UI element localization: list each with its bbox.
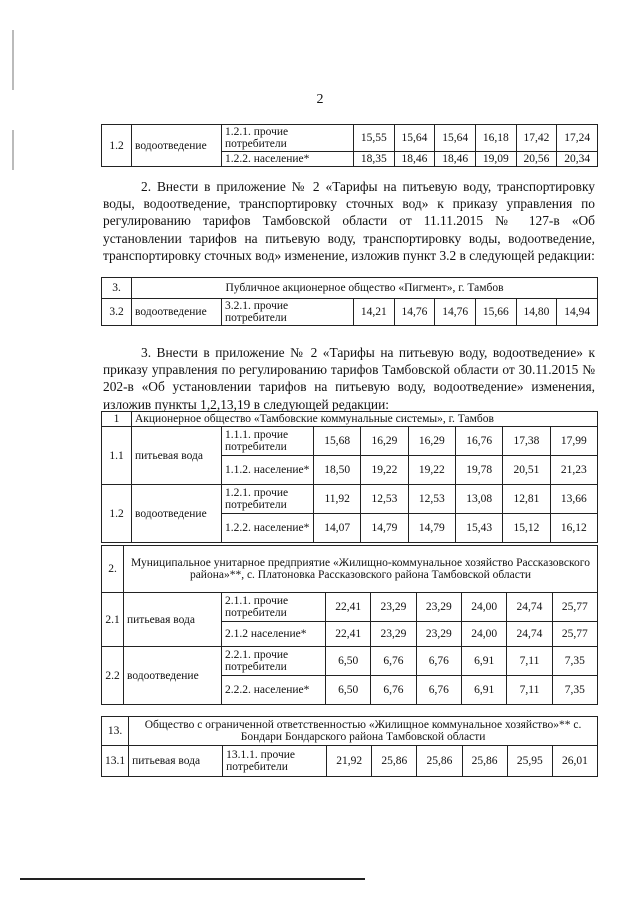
consumer-category: 1.2.2. население* [222, 514, 314, 543]
tariff-value: 15,68 [314, 427, 361, 456]
table-row [102, 546, 598, 593]
tariff-value: 7,11 [507, 647, 552, 676]
tariff-value: 15,66 [475, 299, 516, 326]
service-name: питьевая вода [132, 427, 222, 485]
page-number: 2 [316, 92, 324, 107]
table-row [102, 485, 598, 514]
table-row [102, 125, 598, 152]
tariff-value: 19,09 [475, 152, 516, 167]
consumer-category: 13.1.1. прочие потребители [223, 746, 327, 777]
tariff-value: 12,53 [361, 485, 408, 514]
org-number: 2. [102, 546, 124, 593]
service-name: питьевая вода [124, 593, 222, 647]
tariff-value: 15,43 [455, 514, 502, 543]
tariff-value: 14,80 [516, 299, 557, 326]
tariff-value: 17,24 [557, 125, 598, 152]
tariff-value: 21,92 [327, 746, 372, 777]
table-row [102, 647, 598, 676]
consumer-category: 3.2.1. прочие потребители [222, 299, 354, 326]
scan-margin-mark [12, 130, 14, 170]
tariff-table-zhkh-bondari [101, 716, 598, 777]
tariff-value: 16,29 [361, 427, 408, 456]
row-number: 2.2 [102, 647, 124, 705]
tariff-value: 14,76 [394, 299, 435, 326]
row-number: 1.1 [102, 427, 132, 485]
tariff-value: 7,35 [552, 647, 597, 676]
scan-margin-mark [12, 30, 14, 90]
org-name: Общество с ограниченной ответственностью «Жилищное коммунальное хозяйство»** с. Бондари Бондарского района Тамбовской области [129, 717, 598, 746]
consumer-category: 1.1.1. прочие потребители [222, 427, 314, 456]
tariff-value: 7,11 [507, 676, 552, 705]
tariff-value: 16,18 [475, 125, 516, 152]
tariff-value: 15,55 [354, 125, 395, 152]
tariff-value: 17,99 [550, 427, 597, 456]
tariff-value: 25,86 [417, 746, 462, 777]
tariff-table-pigment [101, 277, 598, 326]
tariff-value: 19,22 [408, 456, 455, 485]
service-name: питьевая вода [129, 746, 223, 777]
paragraph-2-text: 2. Внести в приложение № 2 «Тарифы на питьевую воду, транспортировку воды, водоотведение, транспортировку сточных вод» к приказу управления по регулированию тарифов Тамбовской области от 11.11.2015 № 127-в «Об установлении тарифов на питьевую воду, транспортировку воды, водоотведение, транспортировку сточных вод» изменение, изложив пункт 3.2 в следующей редакции: [103, 179, 595, 263]
tariff-value: 14,79 [361, 514, 408, 543]
service-name: водоотведение [124, 647, 222, 705]
footer-rule [20, 878, 365, 880]
org-name: Акционерное общество «Тамбовские коммунальные системы», г. Тамбов [132, 412, 598, 427]
tariff-value: 15,64 [394, 125, 435, 152]
consumer-category: 1.2.1. прочие потребители [222, 125, 354, 152]
tariff-value: 23,29 [416, 593, 461, 622]
tariff-value: 13,08 [455, 485, 502, 514]
tariff-value: 25,86 [372, 746, 417, 777]
tariff-value: 14,07 [314, 514, 361, 543]
consumer-category: 2.2.2. население* [222, 676, 326, 705]
org-number: 3. [102, 278, 132, 299]
paragraph-3-text: 3. Внести в приложение № 2 «Тарифы на питьевую воду, водоотведение» к приказу управления по регулированию тарифов Тамбовской области от 30.11.2015 № 202-в «Об установлении тарифов на питьевую воду, водоотведение» изменения, изложив пункты 1,2,13,19 в следующей редакции: [103, 345, 595, 412]
row-number: 1.2 [102, 485, 132, 543]
tariff-value: 22,41 [326, 593, 371, 622]
tariff-value: 18,35 [354, 152, 395, 167]
tariff-value: 25,77 [552, 593, 597, 622]
tariff-value: 18,46 [394, 152, 435, 167]
tariff-value: 20,56 [516, 152, 557, 167]
tariff-value: 24,74 [507, 593, 552, 622]
row-number: 2.1 [102, 593, 124, 647]
tariff-value: 17,38 [503, 427, 550, 456]
service-name: водоотведение [132, 125, 222, 167]
tariff-value: 12,81 [503, 485, 550, 514]
tariff-table-top [101, 124, 598, 167]
tariff-value: 14,76 [435, 299, 476, 326]
tariff-table-zhkh-rasskazovo [101, 545, 598, 705]
tariff-value: 6,91 [461, 676, 506, 705]
tariff-value: 25,95 [507, 746, 552, 777]
tariff-value: 20,51 [503, 456, 550, 485]
consumer-category: 2.1.1. прочие потребители [222, 593, 326, 622]
service-name: водоотведение [132, 299, 222, 326]
tariff-value: 16,76 [455, 427, 502, 456]
tariff-value: 19,78 [455, 456, 502, 485]
tariff-value: 23,29 [416, 622, 461, 647]
tariff-value: 16,29 [408, 427, 455, 456]
tariff-value: 15,12 [503, 514, 550, 543]
tariff-value: 25,86 [462, 746, 507, 777]
tariff-value: 16,12 [550, 514, 597, 543]
tariff-value: 6,76 [371, 647, 416, 676]
tariff-value: 7,35 [552, 676, 597, 705]
consumer-category: 1.1.2. население* [222, 456, 314, 485]
paragraph-3 [103, 344, 595, 413]
tariff-value: 11,92 [314, 485, 361, 514]
table-row [102, 299, 598, 326]
org-number: 13. [102, 717, 129, 746]
tariff-value: 6,91 [461, 647, 506, 676]
tariff-value: 14,79 [408, 514, 455, 543]
tariff-value: 17,42 [516, 125, 557, 152]
tariff-value: 6,76 [371, 676, 416, 705]
tariff-value: 18,46 [435, 152, 476, 167]
tariff-value: 14,21 [354, 299, 395, 326]
org-number: 1 [102, 412, 132, 427]
consumer-category: 1.2.2. население* [222, 152, 354, 167]
tariff-value: 22,41 [326, 622, 371, 647]
tariff-value: 13,66 [550, 485, 597, 514]
tariff-value: 23,29 [371, 593, 416, 622]
tariff-value: 26,01 [552, 746, 597, 777]
tariff-value: 23,29 [371, 622, 416, 647]
org-name: Публичное акционерное общество «Пигмент», г. Тамбов [132, 278, 598, 299]
tariff-value: 20,34 [557, 152, 598, 167]
tariff-value: 24,00 [461, 622, 506, 647]
tariff-value: 6,50 [326, 676, 371, 705]
paragraph-2 [103, 178, 595, 264]
consumer-category: 2.2.1. прочие потребители [222, 647, 326, 676]
table-row [102, 412, 598, 427]
tariff-value: 19,22 [361, 456, 408, 485]
tariff-value: 6,76 [416, 676, 461, 705]
tariff-table-tks [101, 411, 598, 543]
tariff-value: 21,23 [550, 456, 597, 485]
tariff-value: 24,74 [507, 622, 552, 647]
service-name: водоотведение [132, 485, 222, 543]
org-name: Муниципальное унитарное предприятие «Жилищно-коммунальное хозяйство Рассказовского района»**, с. Платоновка Рассказовского района Тамбовской области [124, 546, 598, 593]
tariff-value: 15,64 [435, 125, 476, 152]
table-row [102, 427, 598, 456]
consumer-category: 1.2.1. прочие потребители [222, 485, 314, 514]
table-row [102, 746, 598, 777]
tariff-value: 25,77 [552, 622, 597, 647]
tariff-value: 18,50 [314, 456, 361, 485]
tariff-value: 6,50 [326, 647, 371, 676]
row-number: 3.2 [102, 299, 132, 326]
consumer-category: 2.1.2 население* [222, 622, 326, 647]
tariff-value: 24,00 [461, 593, 506, 622]
row-number: 13.1 [102, 746, 129, 777]
table-row [102, 278, 598, 299]
tariff-value: 6,76 [416, 647, 461, 676]
tariff-value: 14,94 [557, 299, 598, 326]
tariff-value: 12,53 [408, 485, 455, 514]
row-number: 1.2 [102, 125, 132, 167]
table-row [102, 717, 598, 746]
table-row [102, 593, 598, 622]
